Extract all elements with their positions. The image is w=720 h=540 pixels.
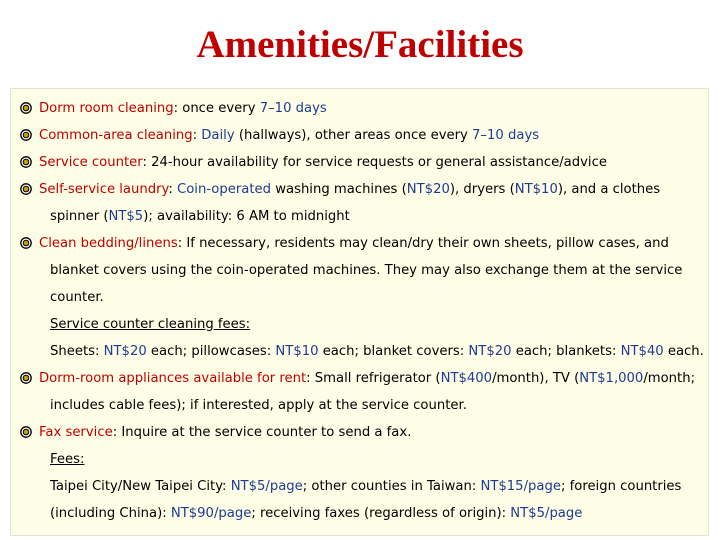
fees-heading-fax: [20, 446, 710, 473]
item-text: (including China):: [50, 506, 171, 521]
list-item-appliances-cont: [20, 392, 710, 419]
price-value: NT$20: [468, 344, 512, 359]
item-value: 7–10 days: [259, 101, 327, 116]
item-text: each.: [663, 344, 704, 359]
price-value: NT$20: [103, 344, 147, 359]
item-text: each; blankets:: [511, 344, 621, 359]
item-text: : once every: [173, 101, 260, 116]
item-value: Coin-operated: [177, 182, 272, 197]
item-value: 7–10 days: [472, 128, 540, 143]
item-text: : Small refrigerator (: [306, 371, 441, 386]
amenities-list: [20, 95, 710, 527]
item-text: (hallways), other areas once every: [234, 128, 473, 143]
list-item-laundry-cont: [20, 203, 710, 230]
item-label: Clean bedding/linens: [39, 236, 178, 251]
double-circle-bullet-icon: [20, 237, 32, 249]
price-value: NT$40: [620, 344, 664, 359]
item-label: Service counter: [39, 155, 143, 170]
item-text: ), and a clothes: [557, 182, 661, 197]
price-value: NT$1,000: [579, 371, 644, 386]
list-item-appliances: [20, 365, 710, 392]
item-text: ), dryers (: [449, 182, 515, 197]
fees-line-fax: [20, 473, 710, 500]
item-text: ; receiving faxes (regardless of origin):: [251, 506, 511, 521]
item-label: Dorm-room appliances available for rent: [39, 371, 307, 386]
price-value: NT$5/page: [230, 479, 303, 494]
item-text: ); availability: 6 AM to midnight: [143, 209, 350, 224]
item-text: blanket covers using the coin-operated machines. They may also exchange them at the service: [50, 263, 683, 278]
double-circle-bullet-icon: [20, 426, 32, 438]
list-item-service-counter: [20, 149, 710, 176]
item-text: spinner (: [50, 209, 109, 224]
item-label: Common-area cleaning: [39, 128, 193, 143]
list-item-bedding-cont: [20, 257, 710, 284]
list-item-bedding-cont: [20, 284, 710, 311]
item-text: Taipei City/New Taipei City:: [50, 479, 231, 494]
item-label: Fax service: [39, 425, 113, 440]
price-value: NT$400: [440, 371, 493, 386]
item-text: ; foreign countries: [560, 479, 682, 494]
item-text: :: [192, 128, 202, 143]
item-label: Self-service laundry: [39, 182, 169, 197]
fees-heading-text: Fees:: [50, 452, 85, 467]
double-circle-bullet-icon: [20, 183, 32, 195]
item-text: washing machines (: [271, 182, 407, 197]
double-circle-bullet-icon: [20, 372, 32, 384]
item-text: : If necessary, residents may clean/dry their own sheets, pillow cases, and: [177, 236, 669, 251]
price-value: NT$5: [108, 209, 144, 224]
price-value: NT$90/page: [170, 506, 252, 521]
fees-heading-cleaning: [20, 311, 710, 338]
item-text: counter.: [50, 290, 104, 305]
list-item-common-cleaning: [20, 122, 710, 149]
item-text: includes cable fees); if interested, apply at the service counter.: [50, 398, 467, 413]
item-text: each; blanket covers:: [318, 344, 469, 359]
list-item-bedding: [20, 230, 710, 257]
list-item-fax: [20, 419, 710, 446]
item-text: : Inquire at the service counter to send a fax.: [112, 425, 412, 440]
item-value: Daily: [201, 128, 235, 143]
price-value: NT$15/page: [480, 479, 561, 494]
fees-heading-text: Service counter cleaning fees:: [50, 317, 251, 332]
price-value: NT$10: [275, 344, 319, 359]
list-item-dorm-cleaning: [20, 95, 710, 122]
fees-line-fax-cont: [20, 500, 710, 527]
price-value: NT$10: [514, 182, 558, 197]
item-text: ; other counties in Taiwan:: [302, 479, 481, 494]
price-value: NT$5/page: [510, 506, 583, 521]
item-text: :: [168, 182, 177, 197]
double-circle-bullet-icon: [20, 129, 32, 141]
item-text: each; pillowcases:: [146, 344, 276, 359]
item-text: /month), TV (: [492, 371, 580, 386]
item-text: : 24-hour availability for service requests or general assistance/advice: [142, 155, 607, 170]
item-text: /month;: [643, 371, 696, 386]
item-label: Dorm room cleaning: [39, 101, 174, 116]
fees-line-cleaning: [20, 338, 710, 365]
price-value: NT$20: [406, 182, 450, 197]
page-title: Amenities/Facilities: [196, 23, 524, 66]
double-circle-bullet-icon: [20, 156, 32, 168]
double-circle-bullet-icon: [20, 102, 32, 114]
list-item-laundry: [20, 176, 710, 203]
item-text: Sheets:: [50, 344, 104, 359]
